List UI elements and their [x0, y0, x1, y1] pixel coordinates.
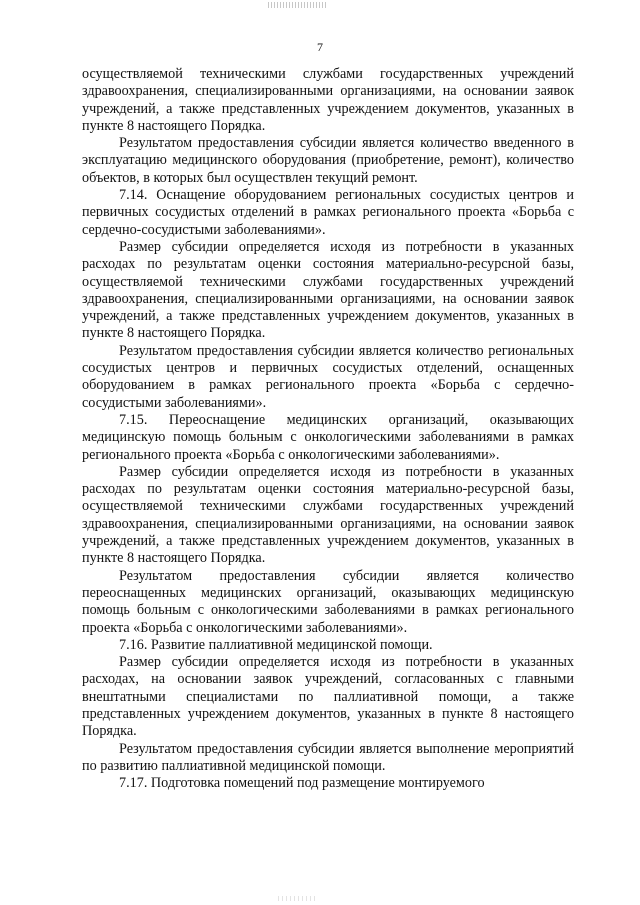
paragraph-continuation: осуществляемой техническими службами государственных учреждений здравоохранения, специализированными организациями, на основании заявок учреждений, а также представленных учреждением документов, указанных в пункте 8 настоящего Порядка.	[82, 66, 574, 134]
paragraph-item-7-16: 7.16. Развитие паллиативной медицинской помощи.	[119, 636, 433, 653]
document-body	[82, 66, 574, 792]
paragraph-result-7-14: Результатом предоставления субсидии является количество региональных сосудистых центров и первичных сосудистых отделений, оснащенных оборудованием в рамках регионального проекта «Борьба с сердечно-сосудистыми заболеваниями».	[82, 342, 574, 411]
paragraph-result-7-16: Результатом предоставления субсидии является выполнение мероприятий по развитию паллиативной медицинской помощи.	[82, 740, 574, 774]
scan-artifact-bottom	[278, 896, 318, 901]
paragraph-item-7-15: 7.15. Переоснащение медицинских организаций, оказывающих медицинскую помощь больным с онкологическими заболеваниями в рамках регионального проекта «Борьба с онкологическими заболеваниями».	[82, 411, 574, 463]
page-number: 7	[317, 40, 323, 54]
paragraph-item-7-17: 7.17. Подготовка помещений под размещение монтируемого	[119, 775, 485, 792]
scan-artifact-top	[268, 2, 328, 8]
paragraph-subsidy-7-14: Размер субсидии определяется исходя из потребности в указанных расходах по результатам оценки состояния материально-ресурсной базы, осуществляемой техническими службами государственных учреждений здравоохранения, специализированными организациями, на основании заявок учреждений, а также представленных учреждением документов, указанных в пункте 8 настоящего Порядка.	[82, 238, 574, 342]
paragraph-result-7-15: Результатом предоставления субсидии является количество переоснащенных медицинских организаций, оказывающих медицинскую помощь больным с онкологическими заболеваниями в рамках регионального проекта «Борьба с онкологическими заболеваниями».	[82, 567, 574, 636]
paragraph-subsidy-7-16: Размер субсидии определяется исходя из потребности в указанных расходах, на основании заявок учреждений, согласованных с главными внештатными специалистами по паллиативной помощи, а также представленных учреждением документов, указанных в пункте 8 настоящего Порядка.	[82, 654, 574, 740]
paragraph-item-7-14: 7.14. Оснащение оборудованием региональных сосудистых центров и первичных сосудистых отделений в рамках регионального проекта «Борьба с сердечно-сосудистыми заболеваниями».	[82, 187, 574, 238]
paragraph-subsidy-7-15: Размер субсидии определяется исходя из потребности в указанных расходах по результатам оценки состояния материально-ресурсной базы, осуществляемой техническими службами государственных учреждений здравоохранения, специализированными организациями, на основании заявок учреждений, а также представленных учреждением документов, указанных в пункте 8 настоящего Порядка.	[82, 463, 574, 567]
paragraph-result-7-13: Результатом предоставления субсидии является количество введенного в эксплуатацию медицинского оборудования (приобретение, ремонт), количество объектов, в которых был осуществлен текущий ремонт.	[82, 135, 574, 186]
